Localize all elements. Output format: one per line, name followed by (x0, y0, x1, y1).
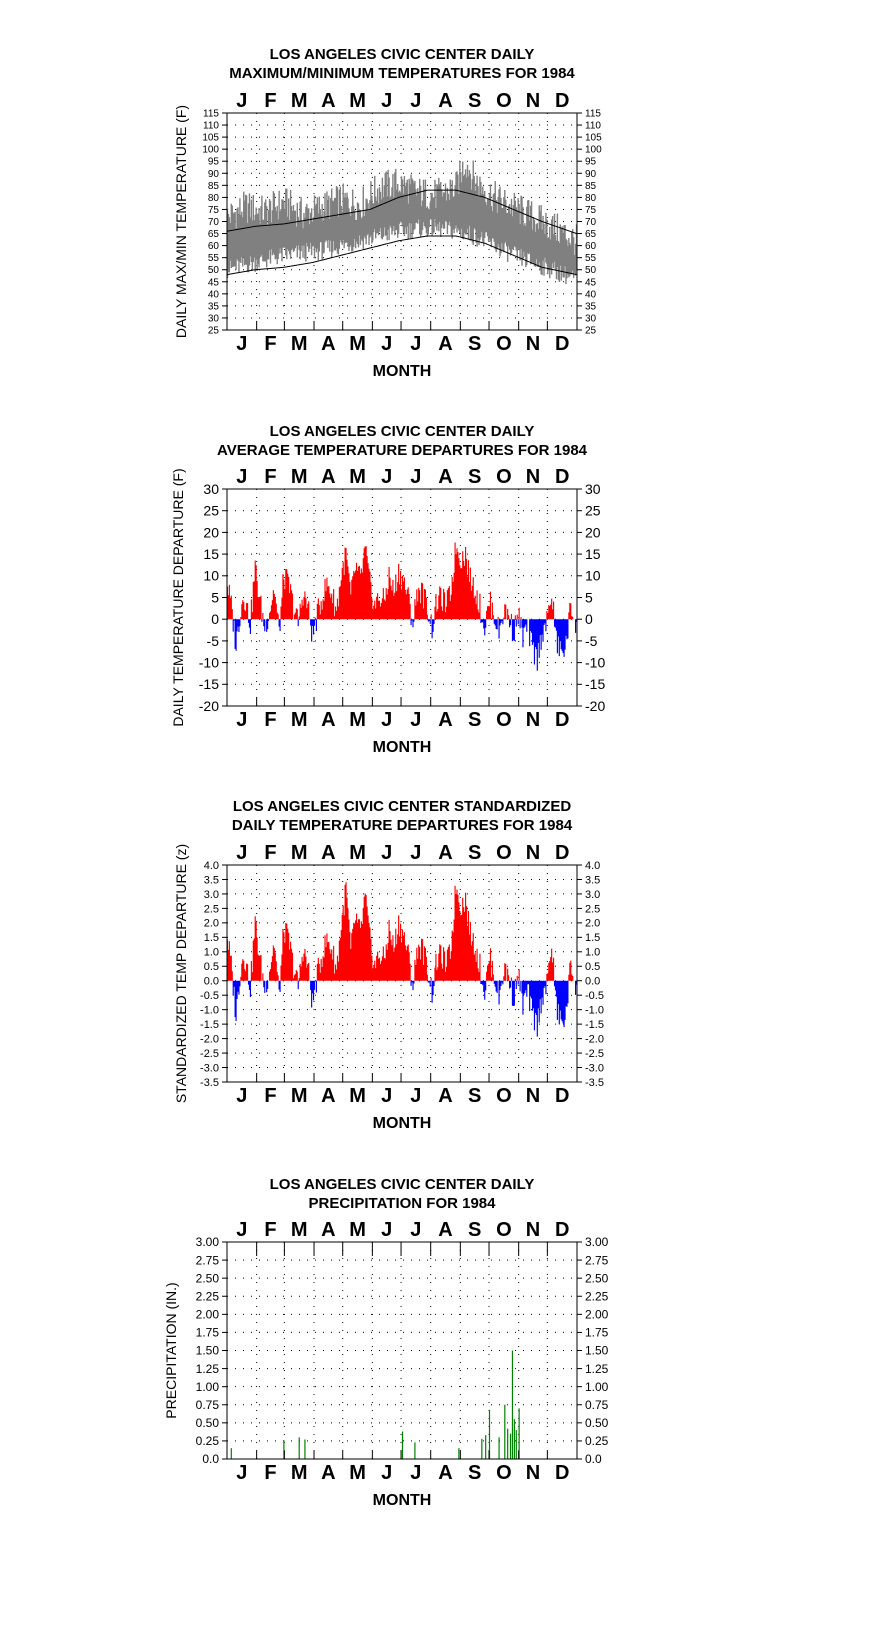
y-tick-label-left: 2.5 (203, 903, 219, 916)
month-label-top: D (554, 466, 570, 488)
y-tick-label-left: 80 (207, 192, 219, 204)
y-axis-label: STANDARDIZED TEMP DEPARTURE (z) (173, 843, 189, 1104)
y-tick-label-left: 70 (207, 217, 219, 228)
y-tick-label-left: 3.5 (203, 874, 219, 887)
y-tick-label-left: 85 (207, 180, 219, 192)
y-tick-label-right: 0.0 (585, 1452, 602, 1467)
y-tick-label-right: 25 (585, 325, 597, 337)
y-tick-label-right: 70 (585, 217, 597, 228)
month-label-top: O (496, 1219, 512, 1241)
month-label-top: A (438, 466, 453, 488)
y-tick-label-right: 1.00 (585, 1379, 609, 1394)
month-label-bottom: M (290, 709, 308, 731)
month-label-bottom: J (410, 333, 422, 355)
month-label-bottom: D (554, 1085, 570, 1107)
month-label-bottom: F (264, 333, 277, 355)
y-tick-label-right: 0.75 (585, 1397, 609, 1412)
y-tick-label-left: 3.0 (203, 888, 219, 901)
y-tick-label-left: 40 (207, 289, 219, 301)
month-label-bottom: N (525, 709, 541, 731)
chart-title-line: LOS ANGELES CIVIC CENTER DAILY (269, 423, 535, 440)
month-label-top: J (236, 466, 248, 488)
y-tick-label-right: 95 (585, 156, 597, 168)
month-label-top: M (349, 466, 366, 488)
month-label-bottom: O (496, 1085, 512, 1107)
month-label-bottom: J (410, 1085, 422, 1107)
chart-standardized (173, 798, 604, 1132)
y-tick-label-left: 60 (207, 241, 219, 253)
y-tick-label-left: 55 (207, 253, 219, 265)
y-tick-label-left: 0.25 (195, 1434, 219, 1449)
y-tick-label-right: 50 (585, 265, 597, 277)
month-label-bottom: A (321, 709, 336, 731)
month-label-bottom: J (381, 709, 393, 731)
month-label-top: J (381, 842, 393, 864)
month-label-bottom: F (264, 1085, 277, 1107)
month-label-top: J (236, 1219, 248, 1241)
month-label-bottom: M (290, 1462, 308, 1484)
y-tick-label-right: -1.0 (585, 1004, 604, 1017)
month-label-top: S (468, 842, 482, 864)
y-tick-label-right: -2.0 (585, 1033, 604, 1046)
y-tick-label-right: 15 (585, 546, 601, 562)
y-tick-label-right: 10 (585, 567, 601, 584)
chart-title-line: AVERAGE TEMPERATURE DEPARTURES FOR 1984 (216, 442, 588, 459)
month-label-bottom: O (496, 709, 512, 731)
y-tick-label-left: 15 (203, 546, 219, 562)
y-tick-label-left: 1.75 (195, 1325, 219, 1340)
y-axis-label: DAILY TEMPERATURE DEPARTURE (F) (170, 468, 186, 727)
month-label-top: M (290, 466, 308, 488)
month-label-top: M (290, 1219, 308, 1241)
month-label-top: F (264, 1219, 277, 1241)
y-tick-label-right: 40 (585, 289, 597, 301)
y-tick-label-right: 3.0 (585, 888, 601, 901)
chart-title-line: MAXIMUM/MINIMUM TEMPERATURES FOR 1984 (229, 65, 575, 82)
month-label-top: J (381, 466, 393, 488)
y-tick-label-right: 75 (585, 204, 597, 216)
month-label-bottom: D (554, 709, 570, 731)
y-tick-label-left: 100 (202, 144, 219, 156)
month-label-bottom: J (410, 1462, 422, 1484)
y-tick-label-right: 0.50 (585, 1416, 609, 1431)
month-label-top: J (381, 1219, 393, 1241)
month-label-bottom: M (290, 1085, 308, 1107)
y-tick-label-right: 1.0 (585, 946, 601, 959)
y-tick-label-left: 4.0 (203, 859, 219, 872)
y-tick-label-right: 85 (585, 180, 597, 192)
y-tick-label-left: 0.75 (195, 1397, 219, 1412)
month-label-bottom: J (236, 1462, 248, 1484)
y-tick-label-right: -5 (585, 632, 598, 649)
y-tick-label-right: 2.5 (585, 903, 601, 916)
x-axis-label: MONTH (372, 363, 432, 380)
positive-departure-bars (227, 882, 572, 981)
negative-departure-bars (233, 619, 576, 671)
chart-precip (163, 1176, 609, 1509)
y-tick-label-right: 0.25 (585, 1434, 609, 1449)
month-label-bottom: N (525, 333, 541, 355)
month-label-bottom: A (321, 1462, 336, 1484)
y-tick-label-left: 50 (207, 265, 219, 277)
y-tick-label-left: 110 (203, 120, 219, 132)
month-label-bottom: A (438, 333, 453, 355)
chart-title-line: DAILY TEMPERATURE DEPARTURES FOR 1984 (231, 817, 573, 834)
y-tick-label-right: 55 (585, 253, 597, 265)
month-label-bottom: N (525, 1085, 541, 1107)
positive-departure-bars (227, 543, 572, 620)
y-axis-label: PRECIPITATION (IN.) (163, 1282, 179, 1419)
y-tick-label-left: -1.0 (200, 1004, 219, 1017)
month-label-top: F (264, 842, 277, 864)
month-label-bottom: A (438, 1462, 453, 1484)
y-tick-label-right: -1.5 (585, 1018, 604, 1031)
month-label-top: N (525, 90, 541, 112)
y-tick-label-right: 0.0 (585, 975, 601, 988)
month-label-top: O (496, 842, 512, 864)
y-tick-label-right: 25 (585, 502, 601, 519)
month-label-top: A (321, 842, 336, 864)
month-label-top: J (410, 90, 422, 112)
y-tick-label-right: 4.0 (585, 859, 601, 872)
y-tick-label-right: 2.50 (585, 1271, 609, 1286)
month-label-top: O (496, 90, 512, 112)
month-label-bottom: A (438, 709, 453, 731)
month-label-top: M (349, 1219, 366, 1241)
y-tick-label-left: 65 (207, 229, 219, 241)
y-tick-label-left: 25 (207, 325, 219, 337)
chart-title-line: PRECIPITATION FOR 1984 (308, 1195, 496, 1212)
month-label-top: S (468, 466, 482, 488)
month-label-bottom: S (468, 1085, 482, 1107)
y-tick-label-left: 0.5 (203, 961, 219, 974)
month-label-top: A (438, 1219, 453, 1241)
y-tick-label-left: 0.50 (195, 1416, 219, 1431)
month-label-top: J (236, 90, 248, 112)
chart-title-line: LOS ANGELES CIVIC CENTER STANDARDIZED (232, 798, 572, 815)
month-label-bottom: M (349, 333, 366, 355)
month-label-bottom: S (468, 709, 482, 731)
month-label-bottom: F (264, 1462, 277, 1484)
y-tick-label-left: 2.50 (195, 1271, 219, 1286)
y-tick-label-right: 1.5 (585, 932, 601, 945)
month-label-bottom: A (321, 333, 336, 355)
y-tick-label-left: -0.5 (200, 990, 219, 1003)
month-label-top: S (468, 1219, 482, 1241)
chart-maxmin (173, 46, 602, 380)
month-label-top: M (290, 90, 308, 112)
y-tick-label-left: 2.25 (195, 1289, 219, 1304)
y-tick-label-right: 3.00 (585, 1235, 609, 1250)
y-tick-label-right: 0 (585, 611, 593, 628)
y-tick-label-left: 30 (207, 313, 219, 325)
month-label-top: J (410, 842, 422, 864)
month-label-top: F (264, 466, 277, 488)
x-axis-label: MONTH (372, 1492, 432, 1509)
y-tick-label-left: -5 (206, 632, 219, 649)
month-label-top: A (321, 1219, 336, 1241)
y-tick-label-right: 0.5 (585, 961, 601, 974)
month-label-top: A (438, 842, 453, 864)
month-label-bottom: O (496, 1462, 512, 1484)
y-tick-label-left: 1.00 (195, 1379, 219, 1394)
month-label-top: J (381, 90, 393, 112)
y-tick-label-right: 115 (585, 108, 601, 120)
y-tick-label-left: 45 (207, 277, 219, 289)
y-tick-label-left: 3.00 (195, 1235, 219, 1250)
month-label-bottom: M (349, 1462, 366, 1484)
y-tick-label-left: -2.0 (200, 1033, 219, 1046)
series-range-bars (227, 161, 576, 285)
month-label-bottom: J (381, 1462, 393, 1484)
month-label-top: M (349, 90, 366, 112)
y-tick-label-left: 115 (203, 108, 219, 120)
y-tick-label-left: 2.00 (195, 1307, 219, 1322)
y-tick-label-left: 95 (207, 156, 219, 168)
month-label-top: N (525, 1219, 541, 1241)
month-label-bottom: O (496, 333, 512, 355)
month-label-top: F (264, 90, 277, 112)
month-label-top: J (236, 842, 248, 864)
month-label-top: A (321, 90, 336, 112)
y-tick-label-left: 35 (207, 301, 219, 313)
month-label-top: O (496, 466, 512, 488)
y-tick-label-right: 2.75 (585, 1253, 609, 1268)
month-label-bottom: J (236, 333, 248, 355)
month-label-bottom: D (554, 333, 570, 355)
y-tick-label-left: 25 (203, 502, 219, 519)
y-tick-label-right: 80 (585, 192, 597, 204)
y-tick-label-right: 1.25 (585, 1361, 609, 1376)
y-tick-label-right: 1.75 (585, 1325, 609, 1340)
y-tick-label-right: -10 (585, 654, 606, 671)
y-tick-label-right: 35 (585, 301, 597, 313)
y-tick-label-right: 100 (585, 144, 602, 156)
month-label-bottom: J (381, 1085, 393, 1107)
y-tick-label-left: 10 (203, 567, 219, 584)
month-label-bottom: J (236, 709, 248, 731)
y-tick-label-left: 5 (211, 589, 219, 606)
x-axis-label: MONTH (372, 739, 432, 756)
negative-departure-bars (233, 981, 576, 1037)
y-tick-label-left: -3.0 (200, 1062, 219, 1075)
y-tick-label-right: 30 (585, 480, 601, 497)
y-tick-label-left: -20 (198, 697, 219, 714)
y-tick-label-right: 45 (585, 277, 597, 289)
month-label-top: N (525, 842, 541, 864)
month-label-bottom: M (349, 709, 366, 731)
y-tick-label-left: -3.5 (200, 1076, 219, 1089)
y-tick-label-right: 1.50 (585, 1343, 609, 1358)
y-tick-label-left: 20 (203, 524, 219, 541)
y-tick-label-left: 0.0 (203, 975, 219, 988)
month-label-top: D (554, 1219, 570, 1241)
y-tick-label-left: 0 (211, 611, 219, 628)
month-label-top: A (321, 466, 336, 488)
y-tick-label-right: 5 (585, 589, 593, 606)
y-tick-label-right: 20 (585, 524, 601, 541)
y-tick-label-left: -1.5 (200, 1018, 219, 1031)
month-label-top: M (349, 842, 366, 864)
y-tick-label-right: -2.5 (585, 1047, 604, 1060)
y-tick-label-left: 30 (203, 480, 219, 497)
month-label-bottom: J (410, 709, 422, 731)
y-tick-label-left: -10 (198, 654, 219, 671)
y-tick-label-right: 3.5 (585, 874, 601, 887)
month-label-bottom: J (381, 333, 393, 355)
month-label-top: J (410, 1219, 422, 1241)
y-tick-label-left: 1.50 (195, 1343, 219, 1358)
y-tick-label-right: 2.0 (585, 917, 601, 930)
y-tick-label-left: -2.5 (200, 1047, 219, 1060)
y-tick-label-left: 2.75 (195, 1253, 219, 1268)
y-tick-label-left: 1.25 (195, 1361, 219, 1376)
month-label-bottom: M (290, 333, 308, 355)
month-label-top: N (525, 466, 541, 488)
y-tick-label-right: -3.5 (585, 1076, 604, 1089)
month-label-bottom: F (264, 709, 277, 731)
chart-title-line: LOS ANGELES CIVIC CENTER DAILY (269, 1176, 535, 1193)
y-tick-label-right: 105 (585, 132, 602, 144)
y-tick-label-right: -0.5 (585, 990, 604, 1003)
y-tick-label-left: 2.0 (203, 917, 219, 930)
month-label-top: M (290, 842, 308, 864)
y-tick-label-left: -15 (198, 676, 219, 693)
month-label-top: D (554, 90, 570, 112)
y-tick-label-right: 60 (585, 241, 597, 253)
y-tick-label-right: 30 (585, 313, 597, 325)
y-tick-label-right: 110 (585, 120, 601, 132)
y-axis-label: DAILY MAX/MIN TEMPERATURE (F) (173, 104, 189, 339)
y-tick-label-left: 1.5 (203, 932, 219, 945)
y-tick-label-right: -3.0 (585, 1062, 604, 1075)
month-label-bottom: D (554, 1462, 570, 1484)
month-label-bottom: J (236, 1085, 248, 1107)
month-label-top: A (438, 90, 453, 112)
month-label-bottom: M (349, 1085, 366, 1107)
y-tick-label-left: 1.0 (203, 946, 219, 959)
chart-title-line: LOS ANGELES CIVIC CENTER DAILY (269, 46, 535, 63)
month-label-top: S (468, 90, 482, 112)
month-label-top: D (554, 842, 570, 864)
y-tick-label-left: 0.0 (202, 1452, 219, 1467)
month-label-bottom: N (525, 1462, 541, 1484)
x-axis-label: MONTH (372, 1115, 432, 1132)
month-label-bottom: S (468, 333, 482, 355)
month-label-bottom: S (468, 1462, 482, 1484)
y-tick-label-right: 65 (585, 229, 597, 241)
y-tick-label-left: 105 (202, 132, 219, 144)
y-tick-label-right: -15 (585, 676, 606, 693)
y-tick-label-right: 2.00 (585, 1307, 609, 1322)
y-tick-label-left: 90 (207, 168, 219, 180)
y-tick-label-right: -20 (585, 697, 606, 714)
chart-departure (170, 423, 605, 756)
month-label-bottom: A (438, 1085, 453, 1107)
y-tick-label-right: 90 (585, 168, 597, 180)
y-tick-label-left: 75 (207, 204, 219, 216)
month-label-top: J (410, 466, 422, 488)
y-tick-label-right: 2.25 (585, 1289, 609, 1304)
plot-frame (227, 1242, 577, 1459)
month-label-bottom: A (321, 1085, 336, 1107)
